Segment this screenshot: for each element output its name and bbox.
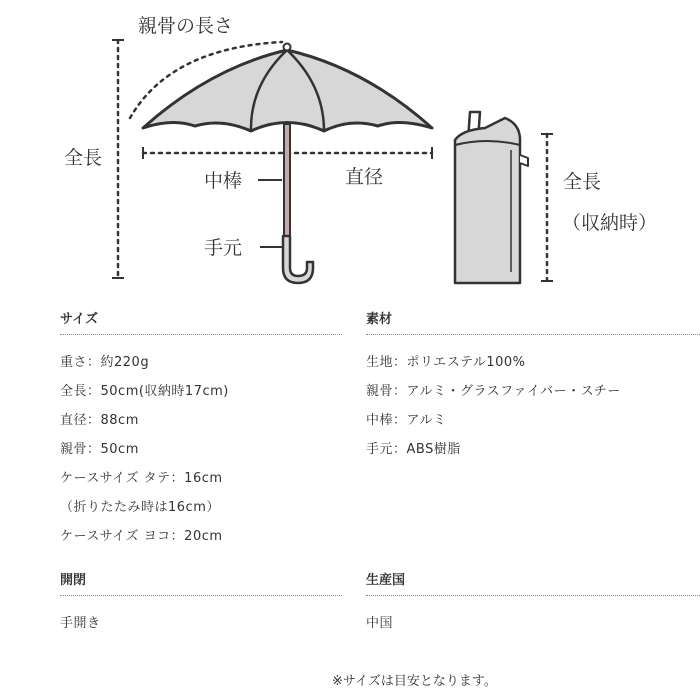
case-length-label: 全長 <box>563 171 602 193</box>
material-item-rib: 親骨：アルミ・グラスファイバー・スチー <box>366 384 621 399</box>
umbrella-case <box>455 112 528 283</box>
origin-section <box>366 571 700 638</box>
size-item-total-length: 全長：50cm(収納時17cm) <box>60 384 229 399</box>
size-item-case-height: ケースサイズ タテ：16cm <box>60 471 223 486</box>
size-item-case-height-note: （折りたたみ時は16cm） <box>60 500 220 515</box>
opening-list <box>60 609 342 638</box>
size-list <box>60 348 342 551</box>
size-section <box>60 310 342 551</box>
umbrella-canopy <box>143 50 432 131</box>
size-note: ※サイズは目安となります。 <box>332 674 497 689</box>
size-item-rib: 親骨：50cm <box>60 442 139 457</box>
origin-item: 中国 <box>366 616 394 631</box>
rib-length-label: 親骨の長さ <box>138 15 234 37</box>
umbrella-diagram <box>0 0 700 300</box>
size-item-case-width: ケースサイズ ヨコ：20cm <box>60 529 223 544</box>
shaft-label: 中棒 <box>204 170 243 192</box>
size-item-weight: 重さ：約220g <box>60 355 150 370</box>
material-divider <box>366 334 700 335</box>
total-length-label: 全長 <box>64 147 103 169</box>
material-item-shaft: 中棒：アルミ <box>366 413 447 428</box>
size-title: サイズ <box>60 312 98 327</box>
handle-label: 手元 <box>204 237 243 259</box>
opening-title: 開閉 <box>60 573 87 588</box>
material-section <box>366 310 700 464</box>
opening-section <box>60 571 342 638</box>
material-list <box>366 348 700 464</box>
opening-item: 手開き <box>60 616 101 631</box>
case-length-sublabel: （収納時） <box>562 212 658 234</box>
origin-title: 生産国 <box>366 573 406 588</box>
diameter-label: 直径 <box>345 166 384 188</box>
origin-list <box>366 609 700 638</box>
size-divider <box>60 334 342 335</box>
umbrella-shaft <box>284 124 290 236</box>
umbrella-handle <box>283 236 313 283</box>
size-item-diameter: 直径：88cm <box>60 413 139 428</box>
opening-divider <box>60 595 342 596</box>
material-item-fabric: 生地：ポリエステル100% <box>366 355 526 370</box>
material-item-handle: 手元：ABS樹脂 <box>366 442 461 457</box>
origin-divider <box>366 595 700 596</box>
material-title: 素材 <box>366 312 393 327</box>
